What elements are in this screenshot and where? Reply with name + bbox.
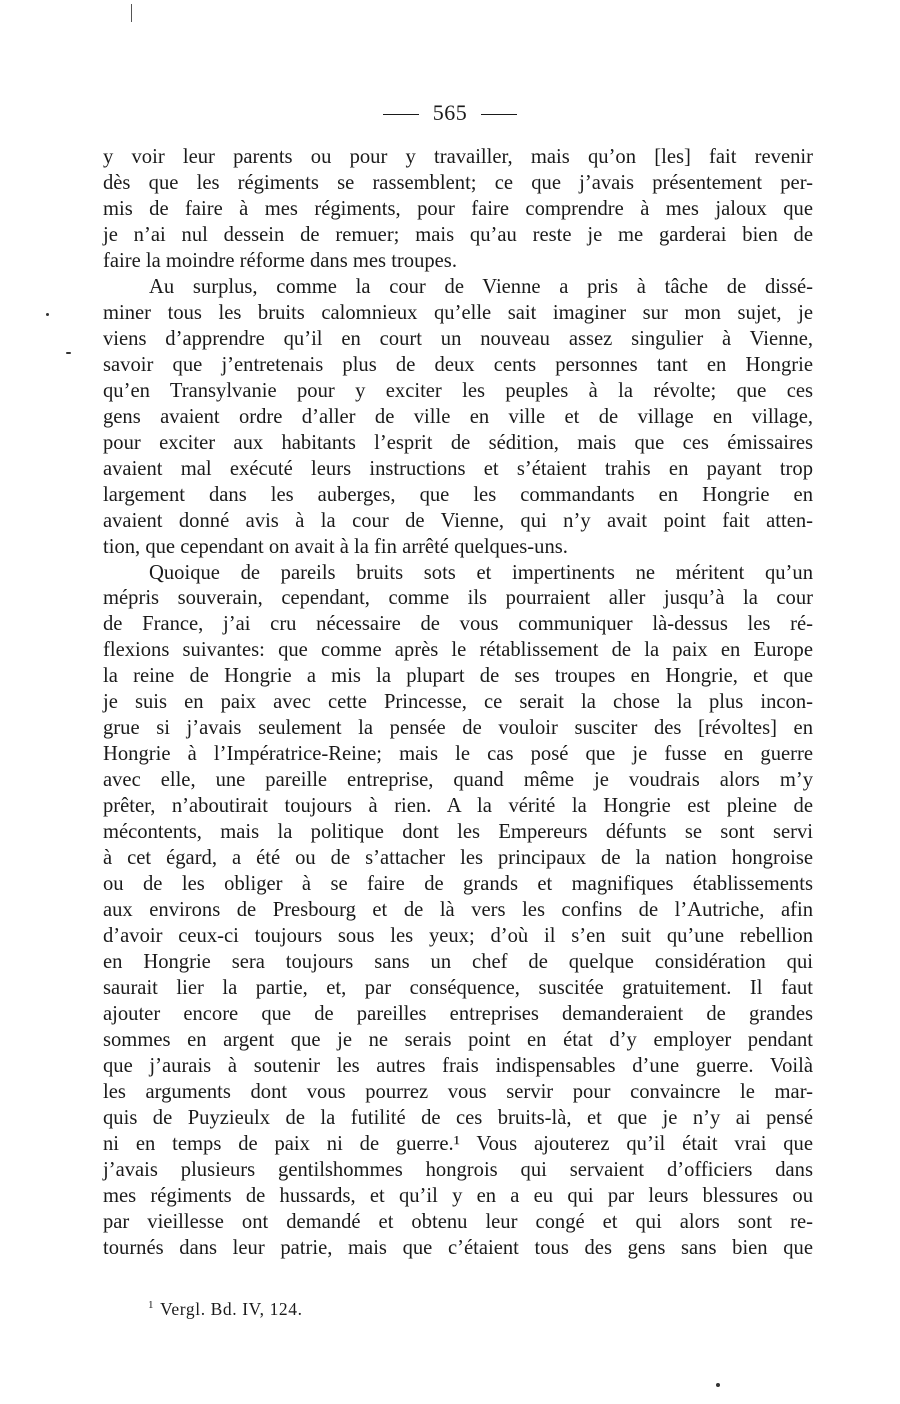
header-right-rule (481, 114, 517, 115)
text-line: ajouter encore que de pareilles entreprises demanderaient de grandes (103, 1002, 813, 1025)
text-line: mécontents, mais la politique dont les Empereurs défunts se sont servi (103, 821, 813, 844)
text-line: savoir que j’entretenais plus de deux cents personnes tant en Hongrie (103, 353, 813, 376)
text-line: j’avais plusieurs gentilshommes hongrois qui servaient d’officiers dans (103, 1158, 813, 1181)
text-line: en Hongrie sera toujours sans un chef de quelque considération qui (103, 951, 813, 974)
text-line: tournés dans leur patrie, mais que c’étaient tous des gens sans bien que (103, 1236, 813, 1259)
text-line: quis de Puyzieulx de la futilité de ces bruits-là, et que je n’y ai pensé (103, 1106, 813, 1129)
text-line: je suis en paix avec cette Princesse, ce serait la chose la plus incon- (103, 691, 813, 714)
text-line: avaient mal exécuté leurs instructions et s’étaient trahis en payant trop (103, 457, 813, 480)
text-line: mépris souverain, cependant, comme ils pourraient aller jusqu’à la cour (103, 587, 813, 610)
header-left-rule (383, 114, 419, 115)
footnote-text: Vergl. Bd. IV, 124. (160, 1298, 303, 1319)
text-line: les arguments dont vous pourrez vous servir pour convaincre le mar- (103, 1080, 813, 1103)
text-line: saurait lier la partie, et, par conséquence, suscitée gratuitement. Il faut (103, 977, 813, 999)
text-line: largement dans les auberges, que les commandants en Hongrie en (103, 483, 813, 506)
text-line: la reine de Hongrie a mis la plupart de ses troupes en Hongrie, et que (103, 665, 813, 688)
text-line: de France, j’ai cru nécessaire de vous communiquer là-dessus les ré- (103, 613, 813, 636)
text-line: viens d’apprendre qu’il en court un nouveau assez singulier à Vienne, (103, 327, 813, 350)
text-line: flexions suivantes: que comme après le rétablissement de la paix en Europe (103, 639, 813, 662)
text-line: Au surplus, comme la cour de Vienne a pris à tâche de dissé- (149, 275, 813, 298)
text-line: tion, que cependant on avait à la fin arrêté quelques-uns. (103, 535, 568, 558)
text-line: avec elle, une pareille entreprise, quand même je voudrais alors m’y (103, 769, 813, 792)
text-line: je n’ai nul dessein de remuer; mais qu’au reste je me garderai bien de (103, 223, 813, 246)
footnote-marker: 1 (148, 1299, 155, 1311)
body-text (103, 145, 813, 1262)
scan-speck (66, 352, 71, 354)
text-line: gens avaient ordre d’aller de ville en ville et de village en village, (103, 405, 813, 428)
text-line: Quoique de pareils bruits sots et impertinents ne méritent qu’un (149, 561, 813, 584)
text-line: mis de faire à mes régiments, pour faire comprendre à mes jaloux que (103, 197, 813, 220)
text-line: d’avoir ceux-ci toujours sous les yeux; d’où il s’en suit qu’une rebellion (103, 925, 813, 948)
scan-artifact-mark (131, 4, 132, 22)
text-line: par vieillesse ont demandé et obtenu leur congé et qui alors sont re- (103, 1210, 813, 1233)
page-number: 565 (432, 100, 468, 125)
text-line: à cet égard, a été ou de s’attacher les principaux de la nation hongroise (103, 847, 813, 870)
footnote (148, 1293, 303, 1321)
text-line: qu’en Transylvanie pour y exciter les peuples à la révolte; que ces (103, 379, 813, 402)
scan-speck (46, 313, 49, 316)
text-line: grue si j’avais seulement la pensée de vouloir susciter des [révoltes] en (103, 717, 813, 740)
text-line: miner tous les bruits calomnieux qu’elle sait imaginer sur mon sujet, je (103, 301, 813, 324)
text-line: prêter, n’aboutirait toujours à rien. A la vérité la Hongrie est pleine de (103, 795, 813, 818)
text-line: avaient donné avis à la cour de Vienne, qui n’y avait point fait atten- (103, 509, 813, 532)
text-line: ou de les obliger à se faire de grands et magnifiques établissements (103, 873, 813, 896)
text-line: Hongrie à l’Impératrice-Reine; mais le cas posé que je fusse en guerre (103, 743, 813, 766)
text-line: aux environs de Presbourg et de là vers les confins de l’Autriche, afin (103, 899, 813, 922)
scan-speck (716, 1383, 720, 1387)
text-line: dès que les régiments se rassemblent; ce que j’avais présentement per- (103, 171, 813, 194)
text-line: mes régiments de hussards, et qu’il y en a eu qui par leurs blessures ou (103, 1184, 813, 1207)
text-line: y voir leur parents ou pour y travailler, mais qu’on [les] fait revenir (103, 146, 813, 168)
text-line: que j’aurais à soutenir les autres frais indispensables d’une guerre. Voilà (103, 1054, 813, 1077)
text-line: ni en temps de paix ni de guerre.¹ Vous ajouterez qu’il était vrai que (103, 1132, 813, 1155)
text-line: faire la moindre réforme dans mes troupes. (103, 249, 457, 272)
text-line: pour exciter aux habitants l’esprit de sédition, mais que ces émissaires (103, 431, 813, 454)
text-line: sommes en argent que je ne serais point en état d’y employer pendant (103, 1028, 813, 1051)
page-header (0, 98, 900, 128)
